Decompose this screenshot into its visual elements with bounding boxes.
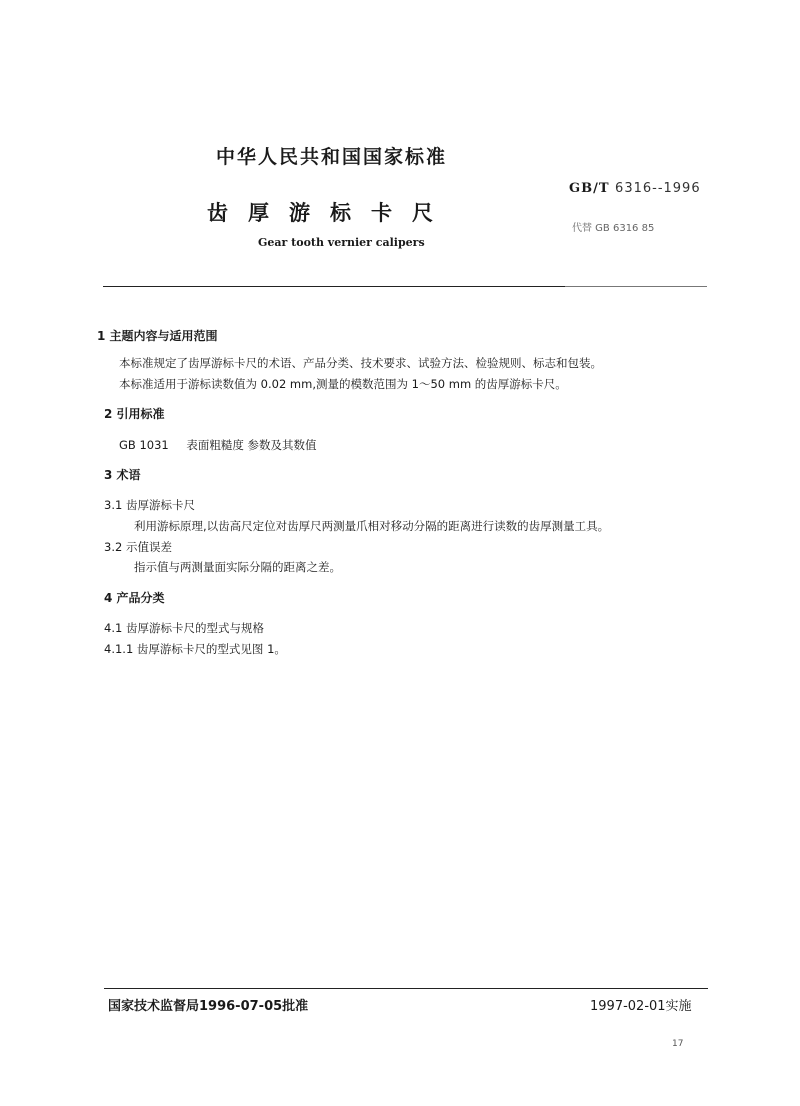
replaces-note: 代替 GB 6316 85 [572,223,655,234]
clause-3-2-body: 指示值与两测量面实际分隔的距离之差。 [134,560,341,574]
clause-4-1-1-heading: 4.1.1 齿厚游标卡尺的型式见图 1。 [104,642,286,656]
title-char: 尺 [412,201,433,225]
footer-divider [104,988,708,989]
reference-standard [119,437,317,453]
reference-code: GB 1031 [119,438,169,452]
title-char: 厚 [248,201,269,225]
section-3-heading: 3 术语 [104,468,141,482]
title-char: 游 [289,201,310,225]
standard-code: 6316--1996 [615,181,701,196]
section-1-heading: 1 主题内容与适用范围 [97,329,218,343]
section-4-heading: 4 产品分类 [104,591,165,605]
section-2-heading: 2 引用标准 [104,407,165,421]
section-1-paragraph: 本标准规定了齿厚游标卡尺的术语、产品分类、技术要求、试验方法、检验规则、标志和包装。 [119,356,602,370]
approval-date: 国家技术监督局1996-07-05批准 [108,999,309,1014]
document-title-english: Gear tooth vernier calipers [258,236,425,249]
document-title [207,197,453,227]
clause-3-1-body: 利用游标原理,以齿高尺定位对齿厚尺两测量爪相对移动分隔的距离进行读数的齿厚测量工具。 [134,519,610,533]
header-divider-secondary [565,286,707,287]
effective-date: 1997-02-01实施 [590,999,692,1014]
title-char: 齿 [207,201,228,225]
title-char: 卡 [371,201,392,225]
reference-name: 表面粗糙度 参数及其数值 [186,438,317,452]
clause-3-2-heading: 3.2 示值误差 [104,540,172,554]
title-char: 标 [330,201,351,225]
national-standard-heading: 中华人民共和国国家标准 [216,146,448,168]
standard-number [569,181,701,196]
clause-3-1-heading: 3.1 齿厚游标卡尺 [104,498,195,512]
section-1-paragraph: 本标准适用于游标读数值为 0.02 mm,测量的模数范围为 1～50 mm 的齿厚游标卡尺。 [119,377,567,391]
standard-prefix: GB/T [569,181,610,196]
clause-4-1-heading: 4.1 齿厚游标卡尺的型式与规格 [104,621,264,635]
page-number: 17 [672,1039,684,1049]
